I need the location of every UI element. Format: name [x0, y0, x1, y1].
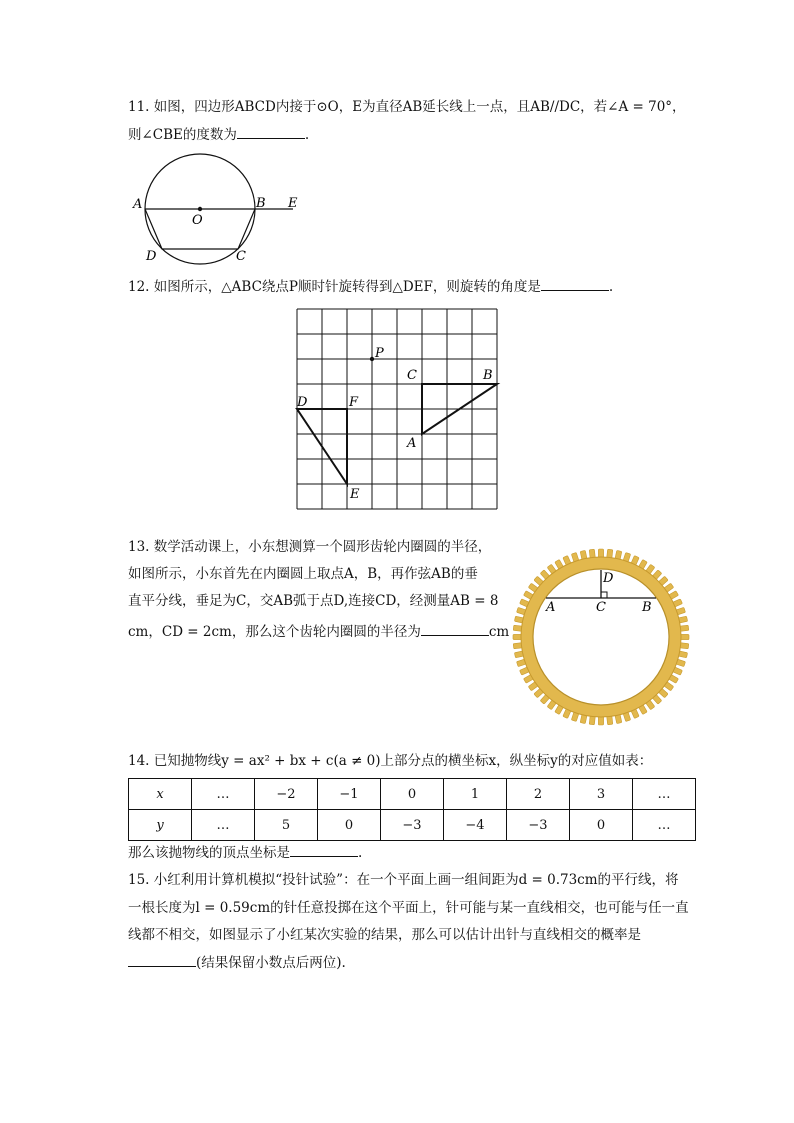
q14-prompt: 那么该抛物线的顶点坐标是: [128, 845, 290, 861]
table-cell: 0: [318, 810, 381, 841]
q12-text-line1: [128, 277, 613, 296]
table-cell: 5: [255, 810, 318, 841]
q11-text-line1: 11. 如图，四边形ABCD内接于⊙O，E为直径AB延长线上一点，且AB//DC，若∠A = 70°，: [128, 99, 686, 115]
table-cell: x: [129, 779, 192, 810]
table-cell: 2: [507, 779, 570, 810]
q13-text-line4: [128, 622, 509, 641]
q14-period: .: [358, 845, 363, 861]
q13-unit: cm: [488, 624, 510, 640]
q13-answer-blank[interactable]: [421, 622, 489, 636]
q15-text-line3: 线都不相交，如图显示了小红某次实验的结果，那么可以估计出针与直线相交的概率是: [128, 927, 641, 943]
table-cell: 1: [444, 779, 507, 810]
table-cell: …: [192, 810, 255, 841]
q13-label-c: C: [596, 600, 606, 615]
table-row-x: [129, 779, 696, 810]
q11-label-a: A: [133, 197, 143, 212]
table-cell: …: [633, 779, 696, 810]
q14-answer-blank[interactable]: [290, 843, 358, 857]
table-cell: −3: [381, 810, 444, 841]
q11-period: .: [304, 127, 310, 143]
q11-label-e: E: [288, 196, 298, 211]
table-cell: 0: [570, 810, 633, 841]
table-cell: …: [192, 779, 255, 810]
table-cell: 0: [381, 779, 444, 810]
xy-value-table: [128, 778, 696, 841]
table-cell: y: [129, 810, 192, 841]
q12-label-f: F: [349, 395, 359, 410]
q12-label-a: A: [407, 436, 417, 451]
q11-text-line2: [128, 125, 309, 144]
q11-prompt: 则∠CBE的度数为: [128, 127, 237, 143]
q12-label-d: D: [297, 395, 308, 410]
q12-label-c: C: [407, 368, 417, 383]
q12-period: .: [608, 279, 614, 295]
q15-answer-blank[interactable]: [128, 953, 196, 967]
q14-text-line1: 14. 已知抛物线y = ax² + bx + c(a ≠ 0)上部分点的横坐标x，纵坐标y的对应值如表：: [128, 753, 653, 769]
q12-label-b: B: [483, 368, 493, 383]
q13-text-line3: 直平分线，垂足为C，交AB弧于点D,连接CD，经测量AB = 8: [128, 593, 499, 609]
table-cell: −4: [444, 810, 507, 841]
q15-text-line1: 15. 小红利用计算机模拟“投针试验”：在一个平面上画一组间距为d = 0.73cm的平行线，将: [128, 872, 679, 888]
q12-label-p: P: [375, 346, 384, 361]
q12-prompt: 12. 如图所示，△ABC绕点P顺时针旋转得到△DEF，则旋转的角度是: [128, 279, 541, 295]
q12-label-e: E: [350, 487, 360, 502]
q11-label-c: C: [236, 249, 246, 264]
table-cell: −2: [255, 779, 318, 810]
table-row-y: [129, 810, 696, 841]
q15-text-line4: [128, 953, 346, 972]
q12-answer-blank[interactable]: [541, 277, 609, 291]
q15-text-line2: 一根长度为l = 0.59cm的针任意投掷在这个平面上，针可能与某一直线相交，也可能与任一直: [128, 900, 689, 916]
table-cell: 3: [570, 779, 633, 810]
q11-label-o: O: [192, 213, 203, 228]
q14-text-after: [128, 843, 362, 862]
table-cell: −3: [507, 810, 570, 841]
table-cell: …: [633, 810, 696, 841]
q11-answer-blank[interactable]: [237, 125, 305, 139]
q11-label-b: B: [256, 196, 266, 211]
q15-note: (结果保留小数点后两位).: [196, 955, 346, 971]
point-p: [370, 357, 374, 361]
q13-label-d: D: [603, 571, 614, 586]
q12-grid-figure: [297, 309, 497, 509]
q13-label-a: A: [546, 600, 556, 615]
q13-label-b: B: [642, 600, 652, 615]
q13-text-line1: 13. 数学活动课上，小东想测算一个圆形齿轮内圈圆的半径，: [128, 539, 492, 555]
q13-text-line2: 如图所示，小东首先在内圈圆上取点A，B，再作弦AB的垂: [128, 566, 478, 582]
q13-prompt: cm，CD = 2cm，那么这个齿轮内圈圆的半径为: [128, 624, 421, 640]
q11-label-d: D: [146, 249, 157, 264]
table-cell: −1: [318, 779, 381, 810]
q11-circle-figure: [128, 150, 308, 268]
gear-figure: [512, 548, 690, 726]
